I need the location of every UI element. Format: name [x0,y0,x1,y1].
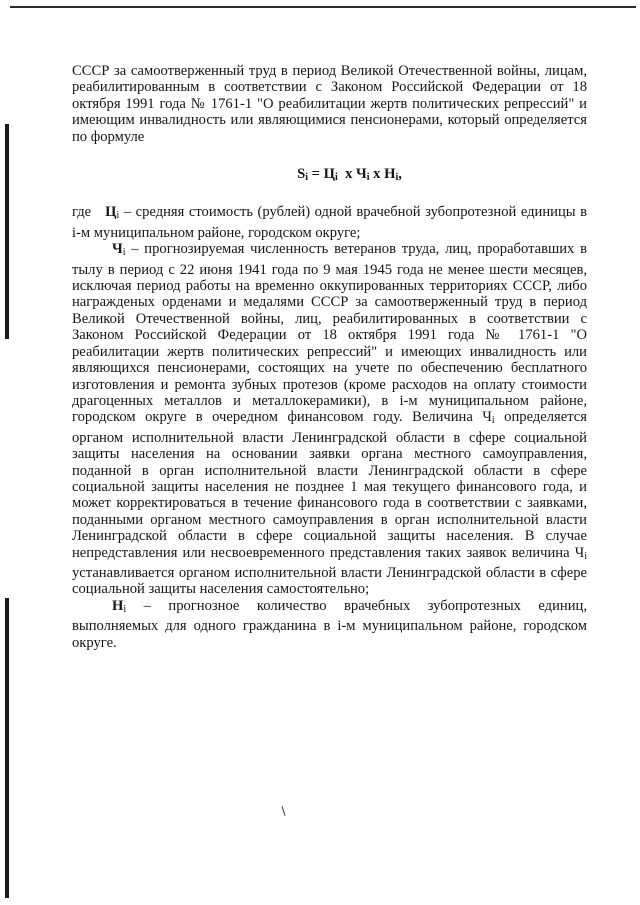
formula-times-1: x [337,166,357,183]
formula-n-sub: i [395,172,399,184]
def-ch-text-after: устанавливается органом исполнительной власти Ленинградской области в сфере социальной защиты населения самостоятельно; [72,564,587,598]
formula-eq: = [308,166,324,183]
formula-s: S [297,166,306,183]
formula-ch: Ч [356,166,367,183]
def-ch-sub: i [122,247,126,259]
cost-formula [112,166,587,186]
formula-s-sub: i [305,172,308,184]
def-ch-symbol: Ч [112,241,123,258]
def-n-symbol: Н [112,597,124,614]
def-c-text: – средняя стоимость (рублей) одной врачебной зубопротезной единицы в i-м муниципальном районе, городском округе; [72,204,587,241]
left-margin-scan-bar [5,598,9,898]
top-scan-border [10,6,636,8]
def-ch-end-sub: i [584,550,587,562]
definition-ch [72,241,587,598]
formula-tail: , [398,166,402,183]
formula-times-2: x [369,166,385,183]
def-c-symbol: Ц [105,204,117,221]
definition-c [72,204,587,241]
def-ch-text-middle: определяется органом исполнительной власти Ленинградской области в сфере социальной защиты населения на основании заявки органа местного самоуправления, поданной в орган исполнительной власти Ленинградской области в сфере социальной защиты населения не позднее 1 мая текущего финансового года, и может корректироваться в течение финансового года в соответствии с заявками, поданными органом местного самоуправления в орган исполнительной власти Ленинградской области в сфере социальной защиты населения. В случае непредставления или несвоевременного представления таких заявок величина [72,409,587,561]
document-body [72,63,587,651]
formula-c: Ц [323,166,335,183]
formula-c-sub: i [334,172,338,184]
formula-n: Н [384,166,396,183]
def-ch-mid-symbol: Ч [482,409,492,426]
formula-ch-sub: i [366,172,370,184]
def-ch-mid-sub: i [491,415,495,427]
def-n-text: – прогнозное количество врачебных зубопротезных единиц, выполняемых для одного гражданина в i-м муниципальном районе, городском округе. [72,597,587,651]
def-ch-end-symbol: Ч [574,544,585,561]
definition-n [72,598,587,651]
def-n-sub: i [123,603,127,615]
scan-artifact-mark [281,806,285,816]
left-margin-scan-bar [5,124,9,339]
def-c-sub: i [116,210,120,222]
intro-paragraph: СССР за самоотверженный труд в период Великой Отечественной войны, лицам, реабилитированным в соответствии с Законом Российской Федерации от 18 октября 1991 года № 1761-1 "О реабилитации жертв политических репрессий" и имеющим инвалидность или являющимися пенсионерами, который определяется по формуле [72,63,587,145]
def-ch-text-before: – прогнозируемая численность ветеранов труда, лиц, проработавших в тылу в период с 22 июня 1941 года по 9 мая 1945 года не менее шести месяцев, исключая период работы на временно оккупированных территориях СССР, либо награжденых орденами и медалями СССР за самоотверженный труд в период Великой Отечественной войны, лиц, реабилитированных в соответствии с Законом Российской Федерации от 18 октября 1991 года № 1761-1 "О реабилитации жертв политических репрессий" и имеющих инвалидность или являющихся пенсионерами, состоящих на учете по обеспечению бесплатного изготовления и ремонта зубных протезов (кроме расходов на оплату стоимости драгоценных металлов и металлокерамики), в i-м муниципальном районе, городском округе в очередном финансовом году. Величина [72,241,587,426]
where-word: где [72,204,92,221]
